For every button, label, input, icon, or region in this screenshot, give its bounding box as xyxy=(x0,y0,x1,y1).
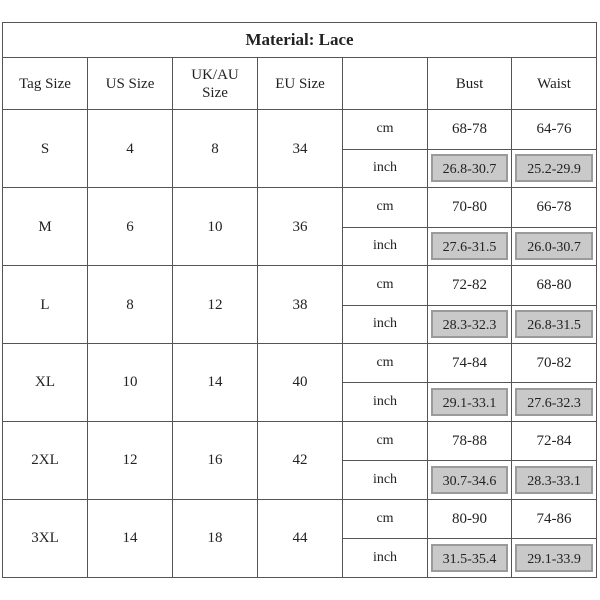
waist-inch-cell-value: 27.6-32.3 xyxy=(515,388,593,416)
table-title: Material: Lace xyxy=(3,23,597,58)
header-uk-line2: Size xyxy=(202,84,228,101)
table-row xyxy=(3,266,597,305)
header-tag-size: Tag Size xyxy=(3,58,88,110)
waist-inch-cell xyxy=(512,227,597,265)
bust-inch-cell-value: 28.3-32.3 xyxy=(431,310,508,338)
bust-inch-cell xyxy=(428,305,512,343)
bust-cm-cell: 74-84 xyxy=(428,343,512,382)
waist-inch-cell-value: 29.1-33.9 xyxy=(515,544,593,572)
uk-size-cell: 18 xyxy=(173,499,258,577)
waist-cm-cell: 72-84 xyxy=(512,421,597,460)
bust-inch-cell xyxy=(428,149,512,187)
header-uk-au-size xyxy=(173,58,258,110)
waist-cm-cell: 70-82 xyxy=(512,343,597,382)
tag-size-cell: L xyxy=(3,266,88,344)
eu-size-cell: 38 xyxy=(258,266,343,344)
waist-inch-cell-value: 25.2-29.9 xyxy=(515,154,593,182)
eu-size-cell: 42 xyxy=(258,421,343,499)
waist-inch-cell-value: 26.8-31.5 xyxy=(515,310,593,338)
bust-cm-cell: 80-90 xyxy=(428,499,512,538)
tag-size-cell: XL xyxy=(3,343,88,421)
unit-inch-cell: inch xyxy=(343,305,428,343)
tag-size-cell: 3XL xyxy=(3,499,88,577)
unit-cm-cell: cm xyxy=(343,266,428,305)
unit-cm-cell: cm xyxy=(343,110,428,149)
bust-inch-cell-value: 27.6-31.5 xyxy=(431,232,508,260)
bust-inch-cell-value: 26.8-30.7 xyxy=(431,154,508,182)
waist-inch-cell-value: 28.3-33.1 xyxy=(515,466,593,494)
unit-inch-cell: inch xyxy=(343,383,428,421)
us-size-cell: 14 xyxy=(88,499,173,577)
waist-cm-cell: 64-76 xyxy=(512,110,597,149)
uk-size-cell: 10 xyxy=(173,188,258,266)
eu-size-cell: 40 xyxy=(258,343,343,421)
header-eu-size: EU Size xyxy=(258,58,343,110)
bust-inch-cell-value: 30.7-34.6 xyxy=(431,466,508,494)
header-us-size: US Size xyxy=(88,58,173,110)
table-row xyxy=(3,343,597,382)
eu-size-cell: 34 xyxy=(258,110,343,188)
waist-inch-cell xyxy=(512,461,597,499)
header-bust: Bust xyxy=(428,58,512,110)
header-uk-line1: UK/AU xyxy=(191,66,239,83)
waist-inch-cell xyxy=(512,383,597,421)
us-size-cell: 6 xyxy=(88,188,173,266)
uk-size-cell: 12 xyxy=(173,266,258,344)
waist-inch-cell-value: 26.0-30.7 xyxy=(515,232,593,260)
header-unit xyxy=(343,58,428,110)
bust-cm-cell: 78-88 xyxy=(428,421,512,460)
waist-inch-cell xyxy=(512,539,597,578)
bust-cm-cell: 72-82 xyxy=(428,266,512,305)
unit-cm-cell: cm xyxy=(343,343,428,382)
eu-size-cell: 44 xyxy=(258,499,343,577)
bust-inch-cell-value: 31.5-35.4 xyxy=(431,544,508,572)
bust-cm-cell: 68-78 xyxy=(428,110,512,149)
us-size-cell: 8 xyxy=(88,266,173,344)
waist-cm-cell: 74-86 xyxy=(512,499,597,538)
bust-inch-cell xyxy=(428,461,512,499)
uk-size-cell: 8 xyxy=(173,110,258,188)
bust-inch-cell xyxy=(428,539,512,578)
unit-cm-cell: cm xyxy=(343,188,428,227)
table-row xyxy=(3,188,597,227)
tag-size-cell: M xyxy=(3,188,88,266)
tag-size-cell: S xyxy=(3,110,88,188)
size-chart-table xyxy=(2,22,597,578)
unit-inch-cell: inch xyxy=(343,149,428,187)
bust-cm-cell: 70-80 xyxy=(428,188,512,227)
unit-inch-cell: inch xyxy=(343,539,428,578)
table-row xyxy=(3,421,597,460)
us-size-cell: 4 xyxy=(88,110,173,188)
header-waist: Waist xyxy=(512,58,597,110)
bust-inch-cell xyxy=(428,383,512,421)
table-row xyxy=(3,499,597,538)
uk-size-cell: 16 xyxy=(173,421,258,499)
unit-cm-cell: cm xyxy=(343,499,428,538)
uk-size-cell: 14 xyxy=(173,343,258,421)
us-size-cell: 12 xyxy=(88,421,173,499)
header-row xyxy=(3,58,597,110)
tag-size-cell: 2XL xyxy=(3,421,88,499)
waist-cm-cell: 68-80 xyxy=(512,266,597,305)
waist-inch-cell xyxy=(512,305,597,343)
us-size-cell: 10 xyxy=(88,343,173,421)
unit-cm-cell: cm xyxy=(343,421,428,460)
unit-inch-cell: inch xyxy=(343,227,428,265)
waist-cm-cell: 66-78 xyxy=(512,188,597,227)
waist-inch-cell xyxy=(512,149,597,187)
bust-inch-cell xyxy=(428,227,512,265)
bust-inch-cell-value: 29.1-33.1 xyxy=(431,388,508,416)
eu-size-cell: 36 xyxy=(258,188,343,266)
table-row xyxy=(3,110,597,149)
unit-inch-cell: inch xyxy=(343,461,428,499)
